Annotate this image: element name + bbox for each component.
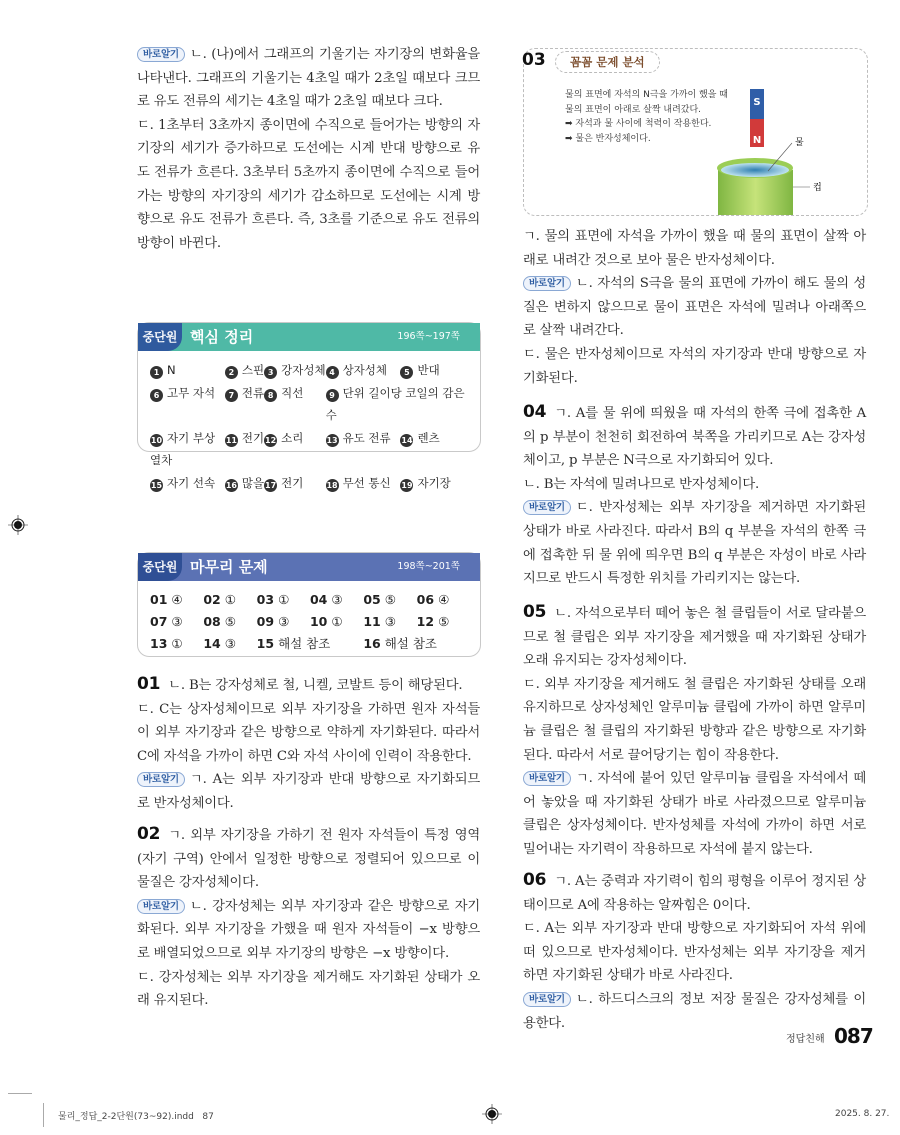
paragraph-text: ㄱ. 외부 자기장을 가하기 전 원자 자석들이 특정 영역(자기 구역) 안에서 일정한 방향으로 정렬되어 있으므로 이 물질은 강자성체이다. [137, 828, 480, 891]
answer-question-number: 11 [363, 614, 381, 629]
paragraph-text: ㄴ. 자석으로부터 떼어 놓은 철 클립들이 서로 달라붙으므로 철 클립은 외부 자기장을 제거했을 때 자기화된 상태가 오래 유지되는 강자성체이다. [523, 606, 866, 669]
final-problems-tag: 중단원 [138, 553, 182, 581]
summary-answer: 자기 부상 열차 [150, 430, 216, 467]
summary-answer: 전류 [241, 385, 265, 400]
summary-item [225, 359, 264, 382]
explanation-paragraph [523, 869, 866, 917]
explanation-paragraph [137, 895, 480, 966]
summary-answer: N [167, 363, 176, 377]
answer-choice: ⑤ [384, 592, 396, 607]
explanation-paragraph [137, 698, 480, 769]
answer-question-number: 08 [203, 614, 221, 629]
correction-badge: 바로알기 [137, 899, 185, 914]
summary-answer: 스핀 [241, 363, 265, 377]
summary-item [150, 427, 225, 472]
summary-answer: 소리 [281, 430, 304, 445]
number-badge-icon: 18 [326, 480, 338, 490]
summary-item [225, 382, 264, 427]
paragraph-text: ㄷ. 반자성체는 외부 자기장을 제거하면 자기화된 상태가 바로 사라진다. 따라서 B의 q 부분을 자석의 한쪽 극에 접촉한 뒤 물 위에 띄우면 B의 q 부분은 자성이 바로 사라지므로 반드시 특정한 위치를 가리키지는 않는다. [523, 500, 866, 587]
answer-item [203, 589, 256, 611]
summary-item [326, 472, 401, 495]
answer-choice: ③ [278, 614, 290, 629]
answer-question-number: 10 [309, 614, 328, 629]
explanation-paragraph [523, 988, 866, 1035]
number-badge-icon: 10 [150, 435, 163, 445]
answer-item [257, 611, 310, 633]
summary-answer: 고무 자석 [167, 385, 216, 400]
number-badge-icon: 14 [401, 435, 413, 445]
paragraph-text: ㄷ. 강자성체는 외부 자기장을 제거해도 자기화된 상태가 오래 유지된다. [137, 969, 480, 1009]
paragraph-text: ㄱ. A를 물 위에 띄웠을 때 자석의 한쪽 극에 접촉한 A의 p 부분이 천천히 회전하여 북쪽을 가리키므로 A는 강자성체이고, p 부분은 N극으로 자기화되어 있다. [523, 406, 866, 469]
answer-question-number: 03 [256, 592, 275, 607]
section-label: 정답친해 [786, 1034, 825, 1045]
paragraph-text: ㄷ. 물은 반자성체이므로 자석의 자기장과 반대 방향으로 자기화된다. [523, 346, 866, 386]
explanation-paragraph [523, 272, 866, 343]
summary-item [326, 382, 470, 427]
paragraph-text: ㄱ. 물의 표면에 자석을 가까이 했을 때 물의 표면이 살짝 아래로 내려간 것으로 보아 물은 반자성체이다. [523, 229, 866, 268]
core-summary-header [138, 323, 480, 351]
correction-badge: 바로알기 [137, 772, 185, 787]
answer-item [310, 611, 363, 633]
number-badge-icon: 16 [225, 480, 237, 490]
number-badge-icon: 15 [150, 480, 163, 490]
explanation-paragraph [523, 401, 866, 473]
paragraph-text: ㄴ. 강자성체는 외부 자기장과 같은 방향으로 자기화된다. 외부 자기장을 가했을 때 원자 자석들이 −x 방향으로 배열되었으므로 외부 자기장의 방향은 −x 방향이다. [137, 898, 480, 961]
paragraph-text: ㄷ. 외부 자기장을 제거해도 철 클립은 자기화된 상태를 오래 유지하므로 상자성체인 알루미늄 클립에 가까이 하면 알루미늄 클립은 철 클립의 자기화된 방향과 같은 방향으로 자기화된다. 따라서 서로 끌어당기는 힘이 작용한다. [523, 676, 866, 763]
answer-item [257, 589, 310, 611]
cup-label: 컵 [813, 183, 822, 193]
number-badge-icon: 6 [150, 389, 163, 402]
answer-choice: ① [278, 592, 290, 607]
summary-answer: 단위 길이당 코일의 감은 수 [325, 385, 465, 422]
correction-badge: 바로알기 [523, 500, 571, 515]
summary-answer: 자기 선속 [167, 475, 216, 490]
paragraph-text: ㄴ. B는 자석에 밀려나므로 반자성체이다. [523, 476, 760, 492]
correction-badge: 바로알기 [523, 276, 571, 291]
summary-answer: 무선 통신 [342, 475, 391, 490]
summary-answer: 직선 [281, 385, 304, 400]
analysis-line: ➡ 자석과 물 사이에 척력이 작용한다. [565, 119, 712, 129]
registration-mark-icon [482, 1104, 502, 1124]
explanation-paragraph [523, 496, 866, 590]
final-problems-box [137, 552, 481, 657]
core-summary-range: 196쪽~197쪽 [397, 331, 460, 342]
paragraph-text: ㄷ. C는 상자성체이므로 외부 자기장을 가하면 원자 자석들이 외부 자기장과 같은 방향으로 약하게 자기화된다. 따라서 C에 자석을 가까이 하면 C와 자석 사이에 인력이 작용한다. [137, 701, 480, 764]
answer-item [417, 589, 470, 611]
answer-choice: ③ [384, 614, 396, 629]
number-badge-icon: 9 [326, 389, 339, 402]
answer-question-number: 04 [309, 592, 328, 607]
final-answers-list [138, 581, 480, 655]
summary-item [400, 359, 470, 382]
water-label: 물 [795, 138, 804, 148]
summary-item [150, 472, 225, 495]
question-03-explanation [523, 225, 866, 390]
answer-choice: ① [331, 614, 343, 629]
paragraph-text: ㄱ. A는 중력과 자기력이 힘의 평형을 이루어 정지된 상태이므로 A에 작용하는 알짜힘은 0이다. [523, 874, 866, 913]
answer-choice: ③ [171, 614, 183, 629]
number-badge-icon: 13 [326, 435, 338, 445]
summary-answer: 많을 [241, 475, 265, 490]
summary-item [150, 359, 225, 382]
crop-mark [8, 1093, 32, 1094]
paragraph-text: ㄱ. 자석에 붙어 있던 알루미늄 클립을 자석에서 떼어 놓았을 때 자기화된 상태가 바로 사라졌으므로 알루미늄 클립은 상자성체이다. 반자성체를 자석에 가까이 하면 서로 밀어내는 자기력이 작용하므로 자석에 붙지 않는다. [523, 771, 866, 857]
problem-analysis-label: 꼼꼼 문제 분석 [555, 51, 660, 73]
summary-answer: 강자성체 [281, 363, 326, 377]
summary-item [150, 382, 225, 427]
answer-question-number: 05 [363, 592, 381, 607]
explanation-paragraph [523, 673, 866, 767]
explanation-paragraph [137, 966, 480, 1013]
summary-answer: 전기 [241, 430, 265, 445]
file-name: 물리_정답_2-2단원(73~92).indd 87 [58, 1112, 214, 1122]
summary-item [264, 382, 325, 427]
number-badge-icon: 5 [400, 366, 413, 379]
question-06 [523, 869, 866, 1035]
paragraph-text: ㄷ. 1초부터 3초까지 종이면에 수직으로 들어가는 방향의 자기장의 세기가 증가하므로 도선에는 시계 반대 방향으로 유도 전류가 흐른다. 3초부터 5초까지 종이면에 수직으로 들어가는 방향의 자기장의 세기가 감소하므로 도선에는 시계 방향으로 유도 전류가 흐른다. 즉, 3초를 기준으로 유도 전류의 방향이 바뀐다. [137, 117, 480, 251]
paragraph-text: ㄴ. 자석의 S극을 물의 표면에 가까이 해도 물의 성질은 변하지 않으므로 물이 표면은 자석에 밀려나 아래쪽으로 살짝 내려간다. [523, 276, 866, 339]
answer-choice: ③ [224, 636, 236, 651]
answer-item [150, 611, 203, 633]
page-number: 087 [834, 1024, 873, 1048]
summary-item [400, 427, 470, 472]
paragraph-text: ㄴ. 하드디스크의 정보 저장 물질은 강자성체를 이용한다. [523, 991, 866, 1031]
question-number: 06 [523, 870, 547, 890]
summary-answer: 유도 전류 [342, 430, 391, 445]
number-badge-icon: 11 [225, 435, 237, 445]
summary-answer: 자기장 [417, 475, 451, 490]
answer-item [257, 633, 364, 655]
water-surface [721, 163, 789, 177]
answer-question-number: 15 [256, 636, 275, 651]
magnet-s-label: S [753, 97, 761, 108]
number-badge-icon: 8 [264, 389, 277, 402]
analysis-line: ➡ 물은 반자성체이다. [565, 133, 651, 144]
answer-question-number: 01 [150, 592, 168, 607]
answer-choice: ④ [438, 592, 450, 607]
core-summary-box [137, 322, 481, 490]
number-badge-icon: 19 [401, 480, 413, 490]
magnet-n-label: N [752, 135, 762, 146]
number-badge-icon: 17 [265, 480, 277, 490]
summary-answer: 반대 [417, 363, 440, 377]
answer-question-number: 07 [150, 614, 168, 629]
answer-choice: ① [224, 592, 236, 607]
summary-item [326, 359, 401, 382]
answer-question-number: 13 [150, 636, 168, 651]
answer-question-number: 09 [256, 614, 275, 629]
answer-item [363, 633, 470, 655]
number-badge-icon: 7 [225, 389, 238, 402]
answer-choice: ③ [331, 592, 343, 607]
question-04 [523, 401, 866, 591]
question-number: 03 [522, 50, 546, 70]
summary-answer: 전기 [281, 475, 304, 490]
core-summary-tag: 중단원 [138, 323, 182, 351]
answer-item [203, 611, 256, 633]
explanation-paragraph [137, 823, 480, 895]
core-summary-title: 핵심 정리 [190, 328, 254, 346]
number-badge-icon: 1 [150, 366, 163, 379]
explanation-paragraph [523, 343, 866, 390]
paragraph-text: ㄷ. A는 외부 자기장과 반대 방향으로 자기화되어 자석 위에 떠 있으므로 반자성체이다. 반자성체는 외부 자기장을 제거하면 자기화된 상태가 바로 사라진다. [523, 921, 866, 984]
paragraph-text: ㄱ. A는 외부 자기장과 반대 방향으로 자기화되므로 반자성체이다. [137, 772, 480, 811]
summary-item [264, 359, 325, 382]
answer-question-number: 12 [416, 614, 435, 629]
answer-choice: ⑤ [224, 614, 236, 629]
answer-choice: ⑤ [438, 614, 450, 629]
summary-item [264, 427, 325, 472]
core-summary-list [138, 351, 480, 494]
analysis-line: 물의 표면이 아래로 살짝 내려갔다. [565, 104, 702, 115]
answer-item [203, 633, 256, 655]
answer-item [363, 589, 416, 611]
print-date: 2025. 8. 27. [835, 1109, 890, 1119]
answer-choice: 해설 참조 [384, 636, 438, 651]
summary-item [400, 472, 470, 495]
final-problems-header [138, 553, 480, 581]
correction-badge: 바로알기 [137, 47, 185, 62]
explanation-paragraph [523, 473, 866, 497]
final-problems-title: 마무리 문제 [190, 558, 268, 576]
answer-question-number: 06 [416, 592, 435, 607]
registration-mark-icon [8, 515, 28, 535]
summary-answer: 상자성체 [342, 363, 387, 377]
magnet-water-cup-illustration [700, 85, 850, 210]
answer-item [150, 589, 203, 611]
explanation-paragraph [523, 601, 866, 673]
paragraph-text: ㄴ. (나)에서 그래프의 기울기는 자기장의 변화율을 나타낸다. 그래프의 기울기는 4초일 때가 2초일 때보다 크므로 유도 전류의 세기는 4초일 때가 2초일 때보다 크다. [137, 47, 480, 110]
answer-question-number: 02 [203, 592, 221, 607]
intro-explanation [137, 43, 480, 255]
final-problems-range: 198쪽~201쪽 [397, 561, 460, 572]
number-badge-icon: 4 [326, 366, 339, 379]
question-02 [137, 823, 480, 1013]
answer-question-number: 14 [203, 636, 221, 651]
question-number: 01 [137, 674, 161, 694]
explanation-paragraph [137, 673, 480, 698]
explanation-paragraph [137, 114, 480, 256]
answer-item [150, 633, 203, 655]
explanation-paragraph [137, 43, 480, 114]
answer-choice: ① [171, 636, 183, 651]
explanation-paragraph [523, 225, 866, 272]
analysis-line: 물의 표면에 자석의 N극을 가까이 했을 때 [565, 90, 729, 100]
explanation-paragraph [523, 917, 866, 988]
question-number: 05 [523, 602, 547, 622]
answer-item [310, 589, 363, 611]
correction-badge: 바로알기 [523, 771, 571, 786]
answer-choice: 해설 참조 [278, 636, 331, 651]
answer-item [417, 611, 470, 633]
number-badge-icon: 12 [265, 435, 277, 445]
summary-item [264, 472, 325, 495]
question-number: 02 [137, 824, 161, 844]
answer-choice: ④ [171, 592, 183, 607]
number-badge-icon: 2 [225, 366, 238, 379]
correction-badge: 바로알기 [523, 992, 571, 1007]
question-01 [137, 673, 480, 816]
paragraph-text: ㄴ. B는 강자성체로 철, 니켈, 코발트 등이 해당된다. [168, 678, 463, 693]
crop-mark [43, 1103, 44, 1127]
explanation-paragraph [137, 768, 480, 815]
summary-item [225, 427, 264, 472]
summary-item [326, 427, 401, 472]
question-number: 04 [523, 402, 547, 422]
question-05 [523, 601, 866, 862]
number-badge-icon: 3 [264, 366, 277, 379]
answer-question-number: 16 [363, 636, 381, 651]
summary-item [225, 472, 264, 495]
answer-item [363, 611, 416, 633]
explanation-paragraph [523, 767, 866, 861]
summary-answer: 렌츠 [417, 430, 440, 445]
